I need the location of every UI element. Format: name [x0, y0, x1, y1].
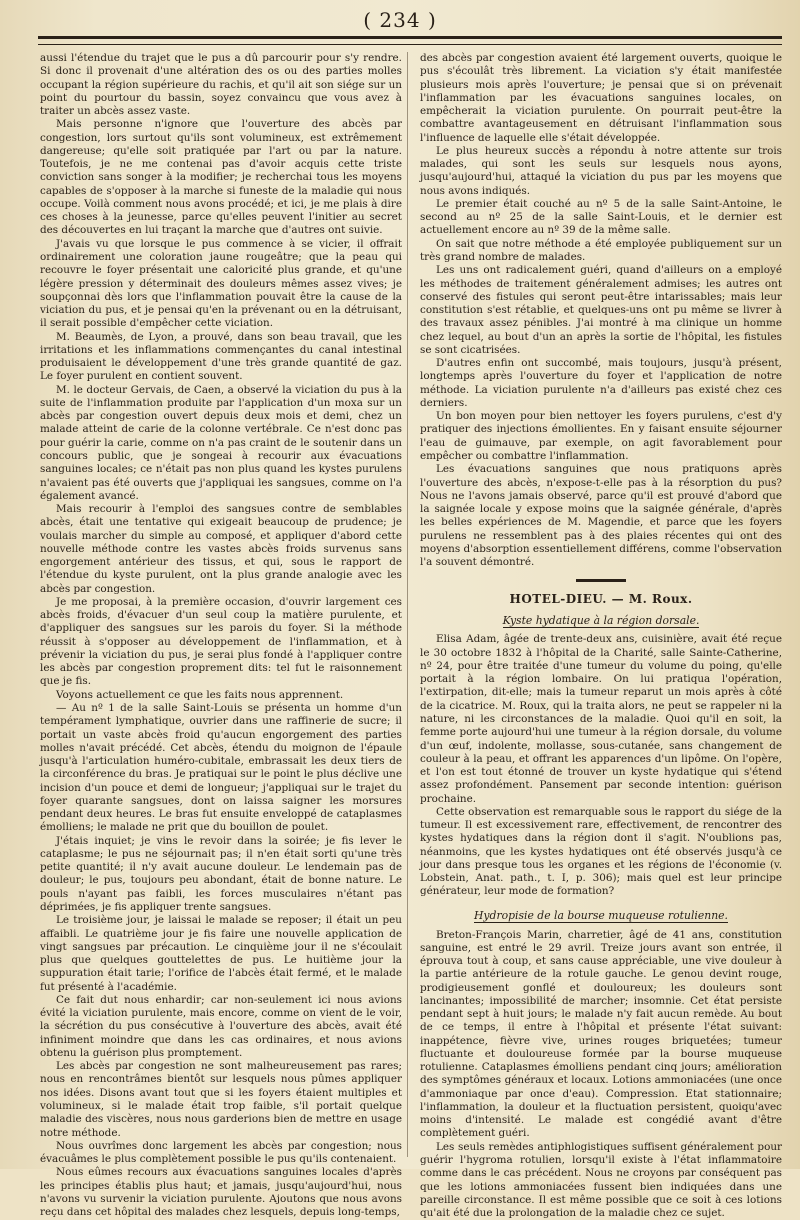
paragraph: Mais recourir à l'emploi des sangsues contre de semblables abcès, était une tentative qui exigeait beaucoup de prudence; je voulais marcher du simple au composé, et appliquer d'abord cette nouvelle méthode contre les vastes abcès froids survenus sans engorgement antérieur des tissus, et qui, sous le rapport de l'étendue du kyste purulent, ont la plus grande analogie avec les abcès par congestion. [40, 503, 402, 595]
case-subheading [420, 909, 782, 923]
paragraph: Un bon moyen pour bien nettoyer les foyers purulens, c'est d'y pratiquer des injections émollientes. En y faisant ensuite séjourner l'eau de guimauve, par exemple, on agit favorablement pour empêcher ou combattre l'inflammation. [420, 410, 782, 462]
paragraph: D'autres enfin ont succombé, mais toujours, jusqu'à présent, longtemps après l'ouverture du foyer et l'application de notre méthode. La viciation purulente n'a d'ailleurs pas existé chez ces derniers. [420, 357, 782, 409]
paragraph: Je me proposai, à la première occasion, d'ouvrir largement ces abcès froids, d'évacuer d'un seul coup la matière purulente, et d'appliquer des sangsues sur les parois du foyer. Si la méthode réussit à s'opposer au développement de l'inflammation, et à prévenir la viciation du pus, je serai plus fondé à l'appliquer contre les abcès par congestion proprement dits: tel fut le raisonnement que je fis. [40, 595, 402, 688]
paragraph: des abcès par congestion avaient été largement ouverts, quoique le pus s'écoulât très librement. La viciation s'y était manifestée plusieurs mois après l'ouverture; je pensai que si on prévenait l'inflammation par les évacuations sanguines locales, on empêcherait la viciation purulente. On pourrait peut-être la combattre avantageusement en détruisant l'inflammation sous l'influence de laquelle elle s'était développée. [420, 52, 782, 144]
paragraph: J'étais inquiet; je vins le revoir dans la soirée; je fis lever le cataplasme; le pus ne séjournait pas; il n'en était sorti qu'une très petite quantité; il n'y avait aucune douleur. Le lendemain pas de douleur; le pus, toujours peu abondant, était de bonne nature. Le pouls n'ayant pas faibli, les forces musculaires n'étant pas déprimées, je fis appliquer trente sangsues. [40, 834, 402, 913]
right-column [420, 52, 782, 1220]
paragraph: Les seuls remèdes antiphlogistiques suffisent généralement pour guérir l'hygroma rotulien, lorsqu'il existe à l'état inflammatoire comme dans le cas précédent. Nous ne croyons par conséquent pas que les lotions ammoniacées fussent bien indiquées dans une pareille circonstance. Il est même possible que ce soit à ces lotions qu'ait été due la prolongation de la maladie chez ce sujet. [420, 1140, 782, 1220]
paragraph: Ce fait dut nous enhardir; car non-seulement ici nous avions évité la viciation purulente, mais encore, comme on vient de le voir, la sécrétion du pus consécutive à l'ouverture des abcès, avait été infiniment moindre que dans les cas ordinaires, et nous avions obtenu la guérison plus promptement. [40, 993, 402, 1059]
paragraph: — Au nº 1 de la salle Saint-Louis se présenta un homme d'un tempérament lymphatique, ouvrier dans une raffinerie de sucre; il portait un vaste abcès froid qu'aucun engorgement des parties molles n'avait précédé. Cet abcès, étendu du moignon de l'épaule jusqu'à l'articulation huméro-cubitale, embrassait les deux tiers de la circonférence du bras. Je pratiquai sur le point le plus déclive une incision d'un pouce et demi de longueur; j'appliquai sur le trajet du foyer quarante sangsues, dont on laissa saigner les morsures pendant deux heures. Le bras fut ensuite enveloppé de cataplasmes émolliens; le malade ne prit que du bouillon de poulet. [40, 702, 402, 834]
page-number: ( 234 ) [363, 8, 437, 32]
paragraph: On sait que notre méthode a été employée publiquement sur un très grand nombre de malades. [420, 237, 782, 263]
paragraph: Mais personne n'ignore que l'ouverture des abcès par congestion, lors surtout qu'ils sont volumineux, est extrêmement dangereuse; qu'elle soit pratiquée par l'art ou par la nature. Toutefois, je ne me contenai pas d'avoir acquis cette triste conviction sans songer à la modifier; je recherchai tous les moyens capables de s'opposer à la marche si funeste de la maladie qui nous occupe. Voilà comment nous avons procédé; et ici, je me plais à dire ces choses à la jeunesse, parce qu'elles peuvent l'initier au secret des découvertes en lui traçant la marche que d'autres ont suivie. [40, 118, 402, 237]
paragraph: aussi l'étendue du trajet que le pus a dû parcourir pour s'y rendre. Si donc il provenait d'une altération des os ou des parties molles occupant la région supérieure du rachis, et qu'il ait son siége sur un point du pourtour du bassin, soyez convaincu que vous avez à traiter un abcès assez vaste. [40, 52, 402, 118]
paragraph: Le plus heureux succès a répondu à notre attente sur trois malades, qui sont les seuls sur lesquels nous ayons, jusqu'aujourd'hui, attaqué la viciation du pus par les moyens que nous avons indiqués. [420, 144, 782, 197]
section-rule [576, 579, 626, 582]
case-subheading [420, 614, 782, 628]
paragraph: Cette observation est remarquable sous le rapport du siége de la tumeur. Il est excessivement rare, effectivement, de rencontrer des kystes hydatiques dans la région dont il s'agit. N'oublions pas, néanmoins, que les kystes hydatiques ont été observés jusqu'à ce jour dans presque tous les organes et les régions de l'économie (v. Lobstein, Anat. path., t. I, p. 306); mais quel est leur principe générateur, leur mode de formation? [420, 805, 782, 898]
paragraph: Breton-François Marin, charretier, âgé de 41 ans, constitution sanguine, est entré le 29 avril. Treize jours avant son entrée, il éprouva tout à coup, et sans cause appréciable, une vive douleur à la partie antérieure de la rotule gauche. Le genou devint rouge, prodigieusement gonflé et douloureux; les douleurs sont lancinantes; impossibilité de marcher; insomnie. Cet état persiste pendant sept à huit jours; le malade n'y fait aucun remède. Au bout de ce temps, il entre à l'hôpital et présente l'état suivant: inappétence, fièvre vive, urines rouges briquetées; tumeur fluctuante et douloureuse formée par la bourse muqueuse rotulienne. Cataplasmes émolliens pendant cinq jours; amélioration des symptômes généraux et locaux. Lotions ammoniacées (une once d'ammoniaque par once d'eau). Compression. Etat stationnaire; l'inflammation, la douleur et la fluctuation persistent, quoiqu'avec moins d'intensité. Le malade est congédié avant d'être complètement guéri. [420, 928, 782, 1140]
case-subheading-text: Hydropisie de la bourse muqueuse rotulienne. [474, 908, 728, 922]
paragraph: Les évacuations sanguines que nous pratiquons après l'ouverture des abcès, n'expose-t-elle pas à la résorption du pus? Nous ne l'avons jamais observé, parce qu'il est prouvé d'abord que la saignée locale y expose moins que la saignée générale, d'après les belles expériences de M. Magendie, et parce que les foyers purulens ne ressemblent pas à des plaies récentes qui ont des moyens d'absorption essentiellement différens, comme l'observation l'a souvent démontré. [420, 463, 782, 569]
header-double-rule [38, 36, 782, 45]
case-subheading-text: Kyste hydatique à la région dorsale. [502, 613, 700, 627]
paragraph: M. le docteur Gervais, de Caen, a observé la viciation du pus à la suite de l'inflammation produite par l'application d'un moxa sur un abcès par congestion ouvert depuis deux mois et demi, chez un malade atteint de carie de la colonne vertébrale. Ce n'est donc pas pour guérir la carie, comme on n'a pas craint de le soutenir dans un concours public, que je songeai à recourir aux évacuations sanguines locales; ce n'était pas non plus quand les kystes purulens n'avaient pas été ouverts que j'appliquai les sangsues, comme on l'a également avancé. [40, 383, 402, 502]
left-column [40, 52, 402, 1219]
paragraph: Voyons actuellement ce que les faits nous apprennent. [56, 688, 344, 701]
section-heading: HOTEL-DIEU. — M. Roux. [509, 592, 693, 607]
paragraph: Elisa Adam, âgée de trente-deux ans, cuisinière, avait été reçue le 30 octobre 1832 à l'hôpital de la Charité, salle Sainte-Catherine, nº 24, pour être traitée d'une tumeur du volume du poing, qu'elle portait à la région lombaire. On lui pratiqua l'opération, l'extirpation, dit-elle; mais la tumeur reparut un mois après à côté de la cicatrice. M. Roux, qui la traita alors, ne peut se rappeler ni la nature, ni les circonstances de la maladie. Quoi qu'il en soit, la femme porte aujourd'hui une tumeur à la région dorsale, du volume d'un œuf, indolente, mollasse, sous-cutanée, sans changement de couleur à la peau, et offrant les apparences d'un lipôme. On l'opère, et l'on est tout étonné de trouver un kyste hydatique qui s'étend assez profondément. Pansement par seconde intention: guérison prochaine. [420, 633, 782, 805]
paragraph: Les uns ont radicalement guéri, quand d'ailleurs on a employé les méthodes de traitement généralement admises; les autres ont conservé des fistules qui seront peut-être intarissables; mais leur constitution s'est rétablie, et quelques-uns ont pu même se livrer à des travaux assez pénibles. J'ai montré à ma clinique un homme chez lequel, au bout d'un an après la sortie de l'hôpital, les fistules se sont cicatrisées. [420, 264, 782, 356]
paragraph: J'avais vu que lorsque le pus commence à se vicier, il offrait ordinairement une coloration jaune rougeâtre; que la peau qui recouvre le foyer présentait une caloricité plus grande, et qu'une légère pression y déterminait des douleurs mêmes assez vives; je soupçonnai dès lors que l'inflammation pouvait être la cause de la viciation du pus, et je pensai qu'en la prévenant ou en la détruisant, il serait possible d'empêcher cette viciation. [40, 237, 402, 330]
paragraph: Le troisième jour, je laissai le malade se reposer; il était un peu affaibli. Le quatrième jour je fis faire une nouvelle application de vingt sangsues par précaution. Le cinquième jour il ne s'écoulait plus que quelques gouttelettes de pus. Le huitième jour la suppuration était tarie; l'orifice de l'abcès était fermé, et le malade fut présenté à l'académie. [40, 914, 402, 993]
paragraph: Les abcès par congestion ne sont malheureusement pas rares; nous en rencontrâmes bientôt sur lesquels nous pûmes appliquer nos idées. Disons avant tout que si les foyers étaient multiples et volumineux, si le malade était trop faible, s'il portait quelque maladie des viscères, nous nous garderions bien de mettre en usage notre méthode. [40, 1060, 402, 1139]
paragraph: M. Beaumès, de Lyon, a prouvé, dans son beau travail, que les irritations et les inflammations commençantes du canal intestinal produisaient le développement d'une très grande quantité de gaz. Le foyer purulent en contient souvent. [40, 330, 402, 383]
column-divider [407, 52, 408, 1157]
paragraph: Le premier était couché au nº 5 de la salle Saint-Antoine, le second au nº 25 de la salle Saint-Louis, et le dernier est actuellement encore au nº 39 de la même salle. [420, 197, 782, 237]
paragraph: Nous ouvrîmes donc largement les abcès par congestion; nous évacuâmes le plus complètement possible le pus qu'ils contenaient. [40, 1139, 402, 1166]
paragraph: Nous eûmes recours aux évacuations sanguines locales d'après les principes établis plus haut; et jamais, jusqu'aujourd'hui, nous n'avons vu survenir la viciation purulente. Ajoutons que nous avons reçu dans cet hôpital des malades chez lesquels, depuis long-temps, [40, 1166, 402, 1219]
